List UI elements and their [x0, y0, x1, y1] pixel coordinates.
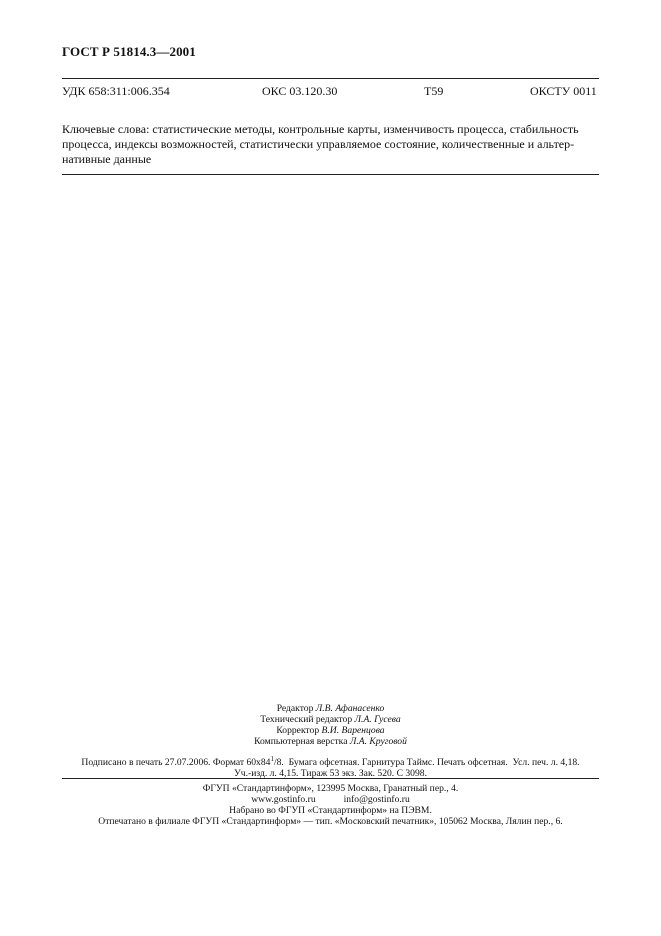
publisher-website[interactable]: www.gostinfo.ru — [251, 794, 316, 805]
keywords-line-2: процесса, индексы возможностей, статистически управляемое состояние, количественные и альтер- — [62, 137, 575, 151]
publisher-email[interactable]: info@gostinfo.ru — [343, 794, 410, 805]
keywords-line-3: нативные данные — [62, 152, 152, 166]
print-format: Подписано в печать 27.07.2006. Формат 60х84 — [81, 757, 271, 769]
editor-role: Редактор — [276, 703, 316, 714]
keywords-block — [62, 122, 602, 167]
keywords-line-1: Ключевые слова: статистические методы, контрольные карты, изменчивость процесса, стабильность — [62, 122, 579, 136]
print-details: Бумага офсетная. Гарнитура Таймс. Печать офсетная. Усл. печ. л. 4,18. — [283, 757, 580, 769]
format-fraction: /8. — [273, 757, 284, 769]
credit-editor — [0, 703, 661, 714]
typeset-note: Набрано во ФГУП «Стандартинформ» на ПЭВМ. — [229, 805, 432, 816]
udk-code: УДК 658:311:006.354 — [62, 84, 170, 98]
print-info-line-1 — [0, 754, 661, 768]
editor-name: Л.В. Афанасенко — [315, 703, 385, 714]
credit-corrector — [0, 725, 661, 736]
tech-editor-role: Технический редактор — [260, 714, 355, 725]
t-code: Т59 — [424, 84, 444, 98]
divider-keywords — [62, 174, 599, 175]
publisher-contacts — [0, 794, 661, 805]
corrector-name: В.И. Варенцова — [321, 725, 385, 736]
credit-layout — [0, 736, 661, 747]
format-superscript: 1 — [270, 755, 274, 763]
publisher-address: ФГУП «Стандартинформ», 123995 Москва, Гранатный пер., 4. — [202, 783, 459, 794]
tech-editor-name: Л.А. Гусева — [354, 714, 401, 725]
credits-block — [0, 703, 661, 747]
divider-bottom — [62, 778, 599, 779]
printed-note: Отпечатано в филиале ФГУП «Стандартинформ» — тип. «Московский печатник», 105062 Москва, Лялин пер., 6. — [98, 816, 563, 827]
print-info-line-2: Уч.-изд. л. 4,15. Тираж 53 экз. Зак. 520. С 3098. — [234, 768, 427, 780]
divider-top — [62, 78, 599, 79]
credit-tech-editor — [0, 714, 661, 725]
publisher-block — [0, 783, 661, 827]
corrector-role: Корректор — [276, 725, 322, 736]
okstu-code: ОКСТУ 0011 — [530, 84, 597, 98]
document-code: ГОСТ Р 51814.3—2001 — [62, 44, 196, 59]
print-info-block — [0, 754, 661, 779]
layout-name: Л.А. Круговой — [349, 736, 407, 747]
layout-role: Компьютерная верстка — [254, 736, 350, 747]
oks-code: ОКС 03.120.30 — [262, 84, 338, 98]
